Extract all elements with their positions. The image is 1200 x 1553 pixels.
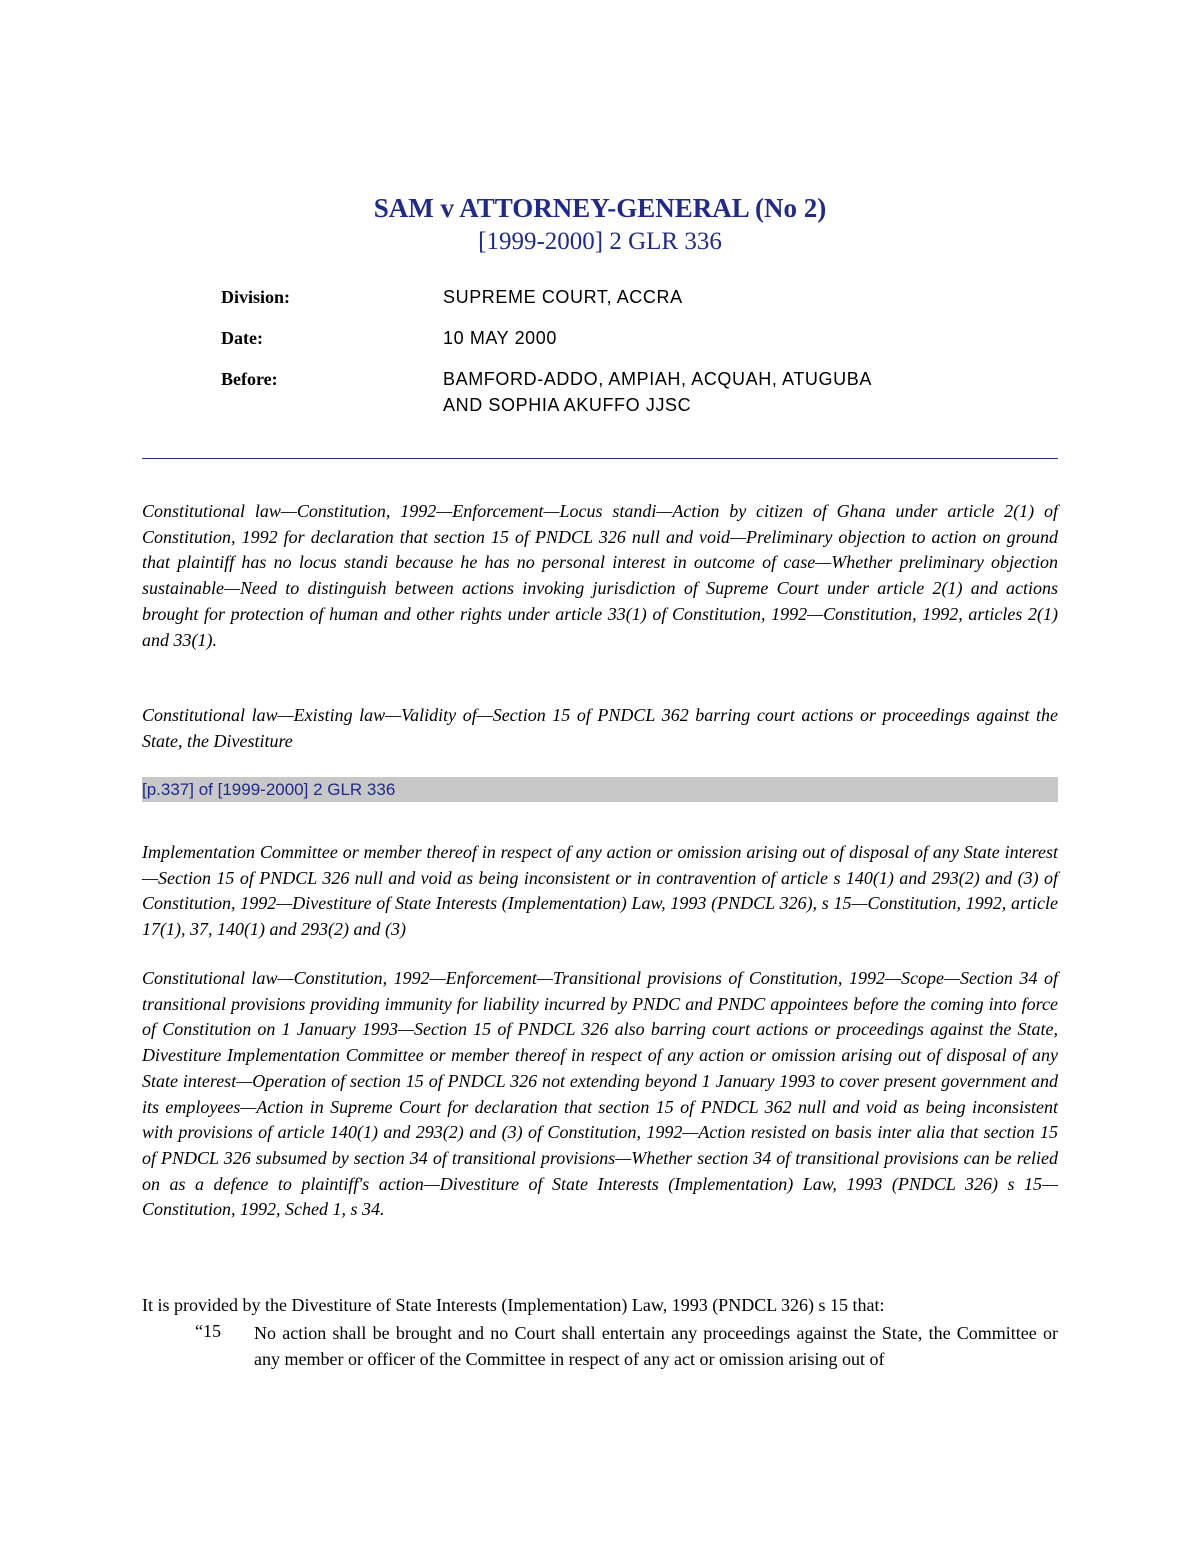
- before-value: [443, 366, 872, 418]
- before-label: Before:: [221, 369, 278, 389]
- headnote-2: Constitutional law—Existing law—Validity of—Section 15 of PNDCL 362 barring court actions or proceedings against the State, the Divestiture: [142, 705, 1058, 751]
- quote-section-number: “15: [195, 1321, 221, 1341]
- headnote-1: Constitutional law—Constitution, 1992—Enforcement—Locus standi—Action by citizen of Ghana under article 2(1) of Constitution, 1992 for declaration that section 15 of PNDCL 326 null and void—Preliminary objection to action on ground that plaintiff has no locus standi because he has no personal interest in outcome of case—Whether preliminary objection sustainable—Need to distinguish between actions invoking jurisdiction of Supreme Court under article 2(1) and actions brought for protection of human and other rights under article 33(1) of Constitution, 1992—Constitution, 1992, articles 2(1) and 33(1).: [142, 501, 1058, 650]
- before-value-line1: BAMFORD-ADDO, AMPIAH, ACQUAH, ATUGUBA: [443, 369, 872, 389]
- header-divider: [142, 458, 1058, 459]
- quote-text: No action shall be brought and no Court shall entertain any proceedings against the State, the Committee or any member or officer of the Committee in respect of any act or omission arising out of: [254, 1323, 1058, 1369]
- headnote-4: Constitutional law—Constitution, 1992—Enforcement—Transitional provisions of Constitution, 1992—Scope—Section 34 of transitional provisions providing immunity for liability incurred by PNDC and PNDC appointees before the coming into force of Constitution on 1 January 1993—Section 15 of PNDCL 326 also barring court actions or proceedings against the State, Divestiture Implementation Committee or member thereof in respect of any action or omission arising out of disposal of any State interest—Operation of section 15 of PNDCL 326 not extending beyond 1 January 1993 to cover present government and its employees—Action in Supreme Court for declaration that section 15 of PNDCL 362 null and void as being inconsistent with provisions of article 140(1) and 293(2) and (3) of Constitution, 1992—Action resisted on basis inter alia that section 15 of PNDCL 326 subsumed by section 34 of transitional provisions—Whether section 34 of transitional provisions can be relied on as a defence to plaintiff's action—Divestiture of State Interests (Implementation) Law, 1993 (PNDCL 326) s 15—Constitution, 1992, Sched 1, s 34.: [142, 968, 1058, 1220]
- body-intro: It is provided by the Divestiture of State Interests (Implementation) Law, 1993 (PNDCL 326) s 15 that:: [142, 1295, 885, 1315]
- case-citation: [1999-2000] 2 GLR 336: [478, 228, 722, 255]
- division-label: Division:: [221, 287, 291, 307]
- before-value-line2: AND SOPHIA AKUFFO JJSC: [443, 395, 692, 415]
- division-value: SUPREME COURT, ACCRA: [443, 287, 683, 307]
- headnote-3: Implementation Committee or member thereof in respect of any action or omission arising out of disposal of any State interest—Section 15 of PNDCL 326 null and void as being inconsistent or in contravention of article s 140(1) and 293(2) and (3) of Constitution, 1992—Divestiture of State Interests (Implementation) Law, 1993 (PNDCL 326), s 15—Constitution, 1992, article 17(1), 37, 140(1) and 293(2) and (3): [142, 842, 1058, 940]
- date-value: 10 MAY 2000: [443, 328, 558, 348]
- date-label: Date:: [221, 328, 263, 348]
- page-marker: [p.337] of [1999-2000] 2 GLR 336: [142, 777, 1058, 802]
- case-title: SAM v ATTORNEY-GENERAL (No 2): [373, 193, 827, 223]
